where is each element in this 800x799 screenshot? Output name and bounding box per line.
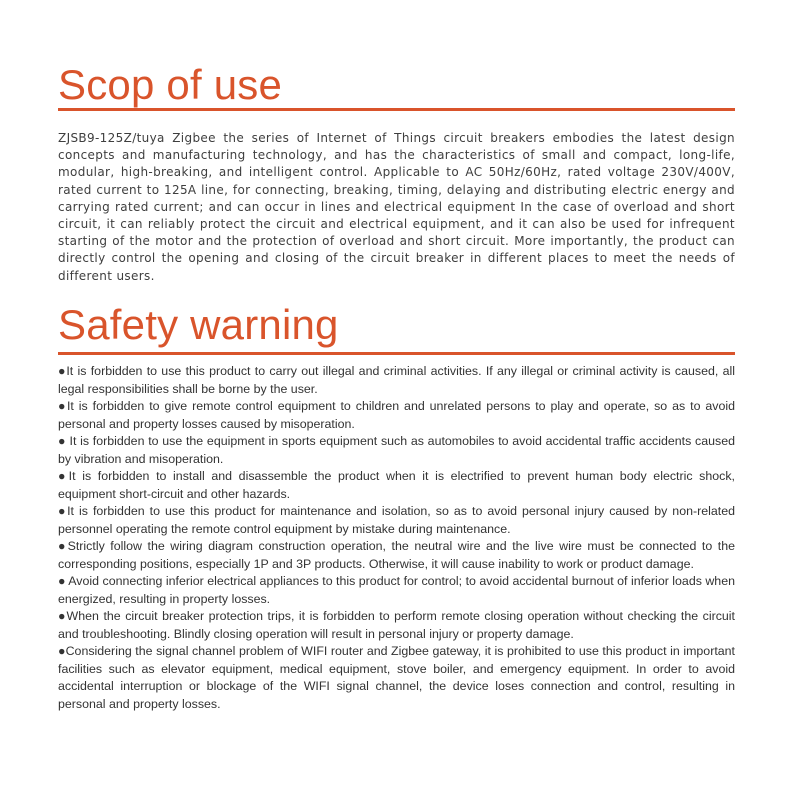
- warning-item: ●When the circuit breaker protection trips, it is forbidden to perform remote closing operation without checking the circuit and troubleshooting. Blindly closing operation will result in personal injury or property damage.: [58, 609, 735, 641]
- warning-item: ●Considering the signal channel problem of WIFI router and Zigbee gateway, it is prohibited to use this product in important facilities such as elevator equipment, medical equipment, stove boiler, and emergency equipment. In order to avoid accidental interruption or blockage of the WIFI signal channel, the device loses connection and control, resulting in personal and property losses.: [58, 644, 735, 711]
- section-title-safety-warning: Safety warning: [58, 301, 339, 348]
- warning-item: ●Strictly follow the wiring diagram construction operation, the neutral wire and the live wire must be connected to the corresponding positions, especially 1P and 3P products. Otherwise, it will cause inability to work or product damage.: [58, 539, 735, 571]
- warning-item: ● Avoid connecting inferior electrical appliances to this product for control; to avoid accidental burnout of inferior loads when energized, resulting in property losses.: [58, 574, 735, 606]
- warning-item: ●It is forbidden to use this product to carry out illegal and criminal activities. If any illegal or criminal activity is caused, all legal responsibilities shall be borne by the user.: [58, 364, 735, 396]
- warning-item: ●It is forbidden to install and disassemble the product when it is electrified to prevent human body electric shock, equipment short-circuit and other hazards.: [58, 469, 735, 501]
- title-underline-scope: [58, 108, 735, 111]
- safety-warning-list: [58, 363, 735, 713]
- warning-item: ●It is forbidden to give remote control equipment to children and unrelated persons to play and operate, so as to avoid personal and property losses caused by misoperation.: [58, 399, 735, 431]
- scope-of-use-paragraph: ZJSB9-125Z/tuya Zigbee the series of Internet of Things circuit breakers embodies the latest design concepts and manufacturing technology, and has the characteristics of small and compact, long-life, modular, high-breaking, and intelligent control. Applicable to AC 50Hz/60Hz, rated voltage 230V/400V, rated current to 125A line, for connecting, breaking, timing, delaying and distributing electric energy and carrying rated current; and can occur in lines and electrical equipment In the case of overload and short circuit, it can reliably protect the circuit and electrical equipment, and it can also be used for infrequent starting of the motor and the protection of overload and short circuit. More importantly, the product can directly control the opening and closing of the circuit breaker in different places to meet the needs of different users.: [58, 131, 735, 283]
- section-title-scope-of-use: Scop of use: [58, 61, 283, 108]
- title-underline-safety: [58, 352, 735, 355]
- warning-item: ● It is forbidden to use the equipment in sports equipment such as automobiles to avoid accidental traffic accidents caused by vibration and misoperation.: [58, 434, 735, 466]
- page: [58, 0, 735, 799]
- warning-item: ●It is forbidden to use this product for maintenance and isolation, so as to avoid personal injury caused by non-related personnel operating the remote control equipment by mistake during maintenance.: [58, 504, 735, 536]
